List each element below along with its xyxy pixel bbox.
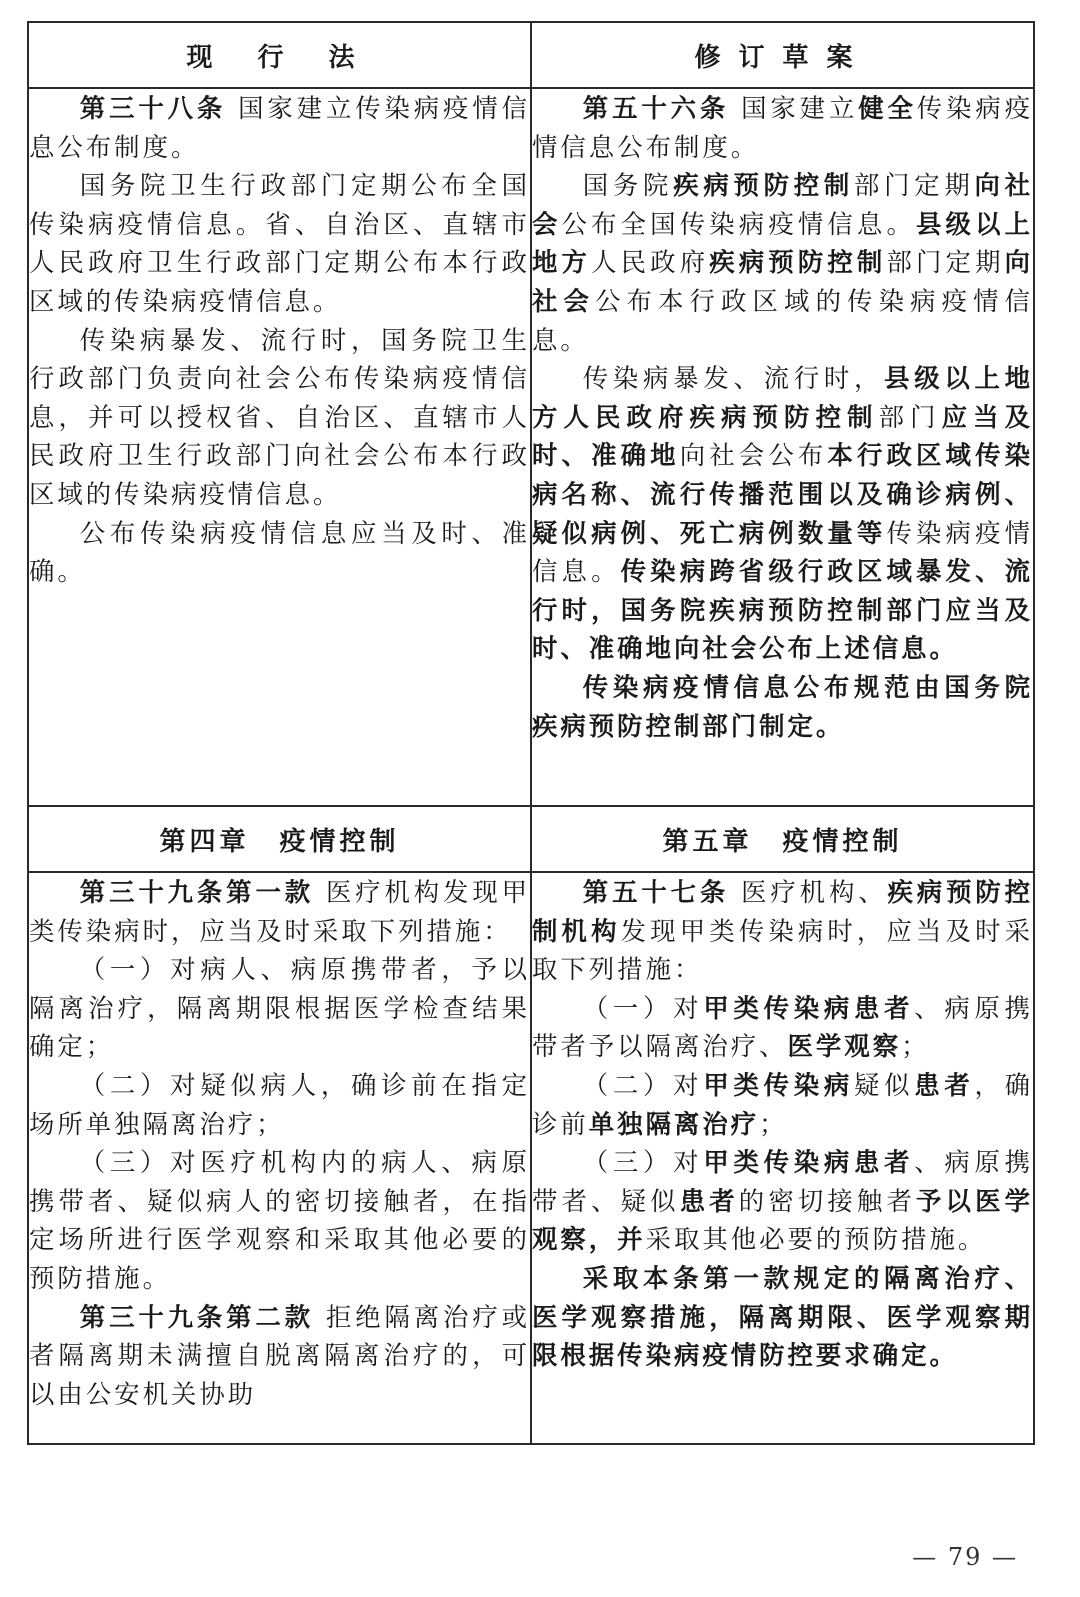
text-run: 部门 <box>878 401 942 432</box>
text-run: （二）对 <box>582 1069 704 1100</box>
paragraph <box>29 514 530 591</box>
text-run: 人民政府 <box>591 247 710 278</box>
text-run: 传染病暴发、流行时， <box>582 363 885 394</box>
bold-run: 甲类传染病 <box>703 1069 854 1100</box>
paragraph <box>29 1298 530 1414</box>
text-run: 医疗机构、 <box>729 877 888 907</box>
bold-run: 第五十六条 <box>582 93 730 123</box>
bold-run: 第三十九条第二款 <box>79 1301 314 1332</box>
text-run: （三）对 <box>582 1147 704 1178</box>
bold-run: 应当及时、准确地 <box>532 401 1034 471</box>
paragraph <box>532 1259 1033 1375</box>
text-run: ； <box>901 1031 930 1062</box>
text-run: 国家建立传染病疫情信息公布制度。 <box>29 93 530 162</box>
text-run: 国家建立 <box>729 93 859 123</box>
cell-current-art39 <box>28 872 531 1444</box>
bold-run: 疾病预防控制 <box>709 247 887 278</box>
text-run: 国务院 <box>582 170 674 201</box>
bold-run: 第三十八条 <box>79 93 227 123</box>
paragraph <box>532 668 1033 745</box>
text-run: 疑似 <box>853 1069 915 1100</box>
bold-run: 医学观察 <box>787 1031 902 1062</box>
draft-art57-text <box>532 873 1033 1375</box>
cell-draft-art57 <box>531 872 1034 1444</box>
paragraph <box>29 321 530 514</box>
bold-run: 疾病预防控制 <box>673 170 854 201</box>
text-run: 医疗机构发现甲类传染病时，应当及时采取下列措施： <box>29 877 530 946</box>
current-art39-text <box>29 873 530 1413</box>
bold-run: 甲类传染病患者 <box>703 992 915 1023</box>
bold-run: 甲类传染病患者 <box>703 1147 915 1178</box>
draft-art56-text <box>532 89 1033 745</box>
paragraph <box>29 1143 530 1297</box>
text-run: 公布本行政区域的传染病疫情信息。 <box>532 285 1034 355</box>
text-run: 传染病疫情信息。 <box>532 517 1034 587</box>
header-current-law: 现 行 法 <box>28 22 531 88</box>
text-run: ； <box>759 1108 788 1139</box>
bold-run: 第三十九条第一款 <box>79 877 314 907</box>
bold-run: 向社会 <box>532 247 1034 316</box>
bold-run: 向社会 <box>532 170 1034 239</box>
page-number: — 79 — <box>912 1543 1018 1571</box>
paragraph <box>532 166 1033 359</box>
text-run: （二）对疑似病人，确诊前在指定场所单独隔离治疗； <box>29 1069 530 1139</box>
paragraph <box>532 989 1033 1066</box>
bold-run: 本行政区域传染病名称、流行传播范围以及确诊病例、疑似病例、死亡病例数量等 <box>532 440 1034 548</box>
bold-run: 采取本条第一款规定的隔离治疗、医学观察措施，隔离期限、医学观察期限根据传染病疫情防控要求确定。 <box>532 1262 1033 1371</box>
paragraph <box>532 1143 1033 1259</box>
paragraph <box>29 166 530 320</box>
text-run: 传染病暴发、流行时，国务院卫生行政部门负责向社会公布传染病疫情信息，并可以授权省、自治区、直辖市人民政府卫生行政部门向社会公布本行政区域的传染病疫情信息。 <box>29 324 530 509</box>
paragraph <box>532 873 1033 989</box>
text-run: 的密切接触者 <box>738 1185 917 1216</box>
header-revised-draft: 修订草案 <box>531 22 1034 88</box>
bold-run: 传染病跨省级行政区域暴发、流行时，国务院疾病预防控制部门应当及时、准确地向社会公布上述信息。 <box>532 556 1034 664</box>
paragraph <box>29 89 530 166</box>
bold-run: 疾病预防控制机构 <box>532 877 1034 946</box>
bold-run: 县级以上地方 <box>532 208 1034 278</box>
paragraph <box>29 1066 530 1143</box>
bold-run: 健全 <box>858 93 917 123</box>
text-run: ，确诊前 <box>532 1069 1034 1139</box>
text-run: 公布全国传染病疫情信息。 <box>561 208 917 239</box>
paragraph <box>29 950 530 1066</box>
text-run: 拒绝隔离治疗或者隔离期未满擅自脱离隔离治疗的，可以由公安机关协助 <box>29 1301 530 1409</box>
paragraph <box>532 89 1033 166</box>
cell-draft-art56 <box>531 88 1034 806</box>
text-run: 、病原携带者予以隔离治疗、 <box>532 992 1034 1062</box>
chapter-heading-draft: 第五章 疫情控制 <box>531 806 1034 872</box>
text-run: （一）对 <box>582 992 704 1023</box>
bold-run: 患者 <box>679 1185 739 1216</box>
text-run: 发现甲类传染病时，应当及时采取下列措施： <box>532 915 1034 985</box>
bold-run: 传染病疫情信息公布规范由国务院疾病预防控制部门制定。 <box>532 671 1033 741</box>
text-run: 部门定期 <box>853 170 975 201</box>
paragraph <box>532 359 1033 668</box>
text-run: 采取其他必要的预防措施。 <box>645 1224 987 1255</box>
text-run: （一）对病人、病原携带者，予以隔离治疗，隔离期限根据医学检查结果确定； <box>29 954 530 1062</box>
text-run: 国务院卫生行政部门定期公布全国传染病疫情信息。省、自治区、直辖市人民政府卫生行政部门定期公布本行政区域的传染病疫情信息。 <box>29 170 530 316</box>
text-run: 部门定期 <box>886 247 1005 278</box>
bold-run: 患者 <box>914 1069 975 1100</box>
paragraph <box>29 873 530 950</box>
text-run: 传染病疫情信息公布制度。 <box>532 93 1034 162</box>
text-run: 向社会公布 <box>679 440 828 471</box>
comparison-table <box>27 21 1035 1445</box>
bold-run: 予以医学观察，并 <box>532 1185 1034 1255</box>
bold-run: 县级以上地方人民政府疾病预防控制 <box>532 363 1034 432</box>
text-run: 公布传染病疫情信息应当及时、准确。 <box>29 517 530 587</box>
text-run: 、病原携带者、疑似 <box>532 1147 1034 1216</box>
bold-run: 第五十七条 <box>582 877 730 907</box>
chapter-heading-current: 第四章 疫情控制 <box>28 806 531 872</box>
bold-run: 单独隔离治疗 <box>588 1108 760 1139</box>
text-run: （三）对医疗机构内的病人、病原携带者、疑似病人的密切接触者，在指定场所进行医学观察和采取其他必要的预防措施。 <box>29 1147 530 1293</box>
cell-current-art38 <box>28 88 531 806</box>
paragraph <box>532 1066 1033 1143</box>
current-art38-text <box>29 89 530 591</box>
